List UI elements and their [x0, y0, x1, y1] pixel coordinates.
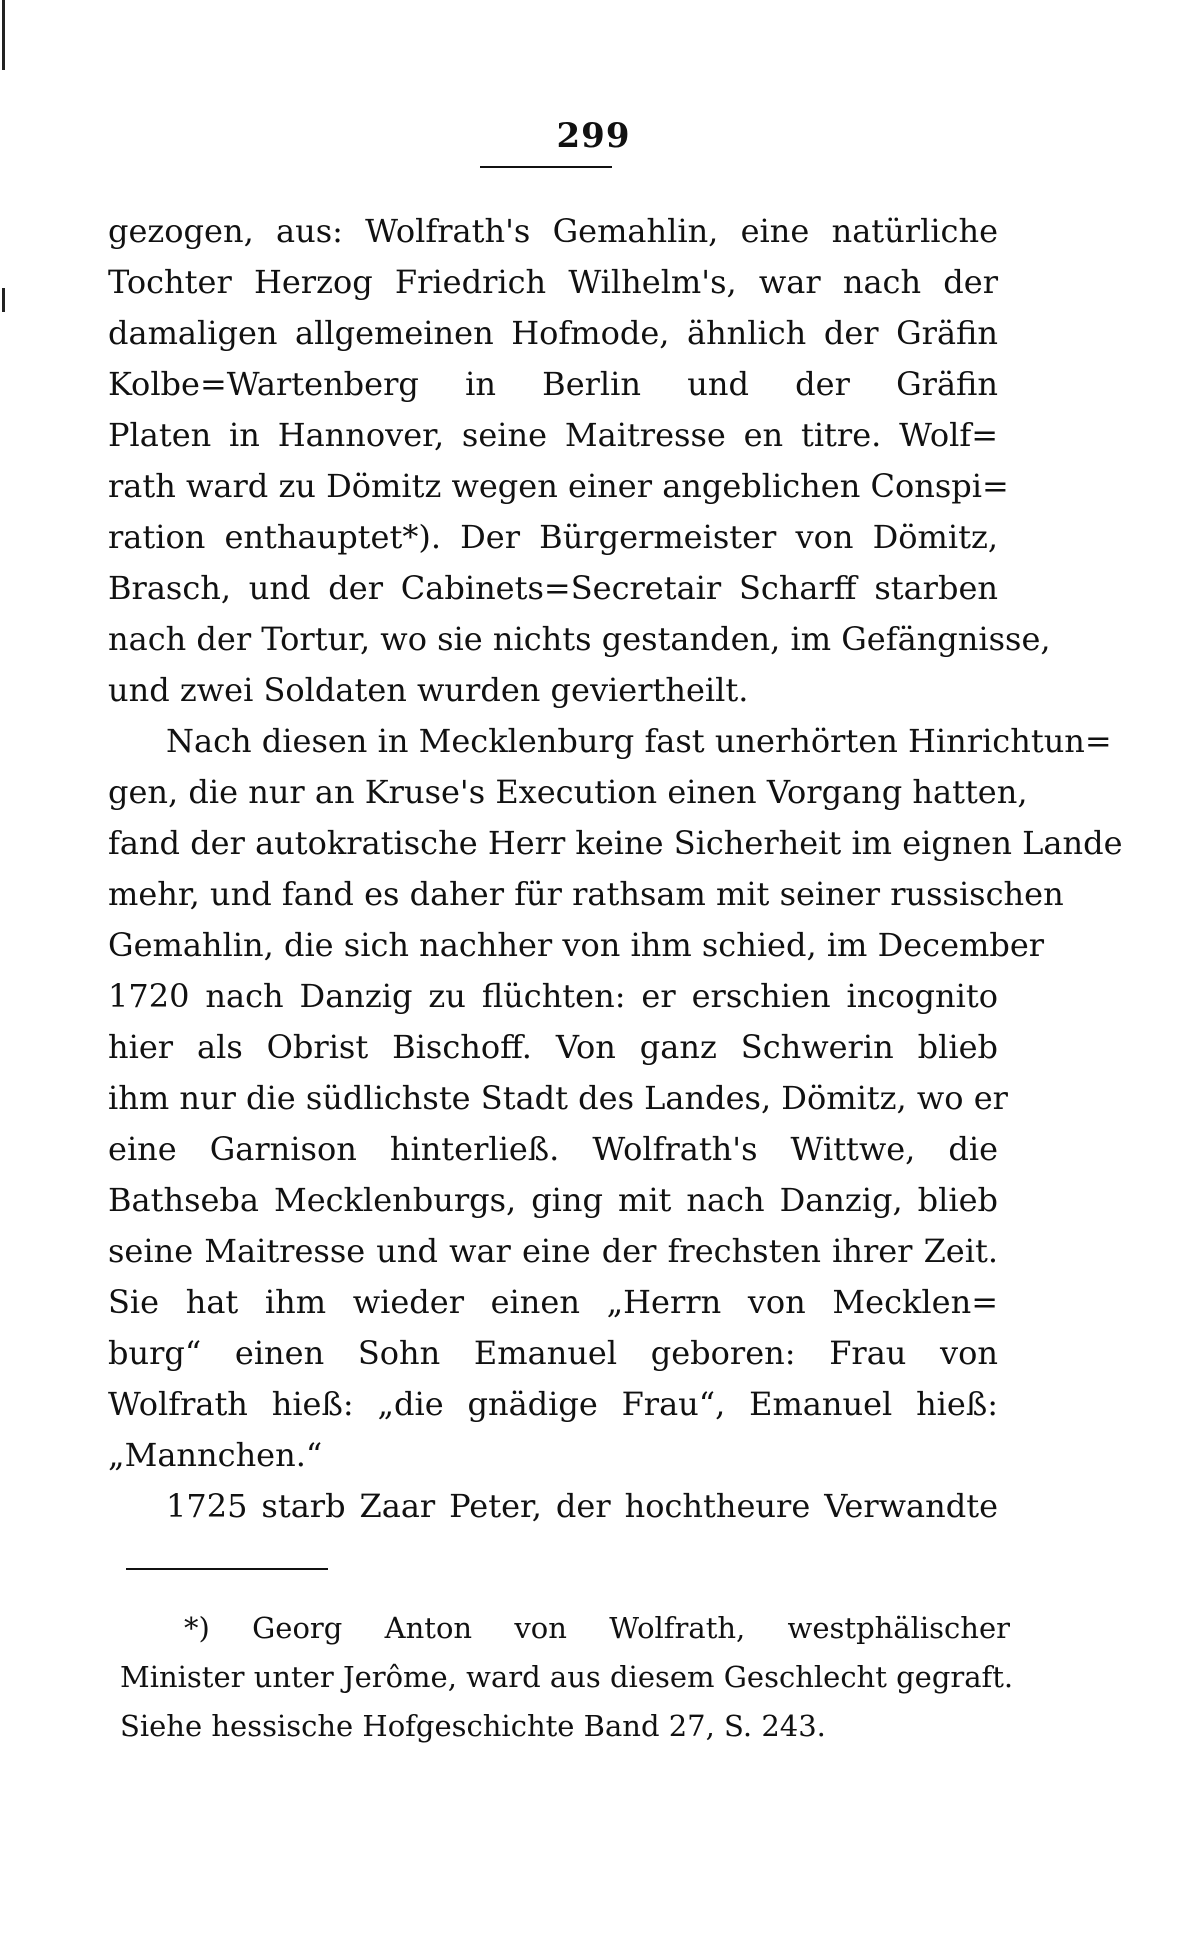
- body-text: [108, 206, 1123, 1532]
- body-line: und zwei Soldaten wurden geviertheilt.: [108, 671, 749, 709]
- scan-edge-mark-top: [2, 0, 5, 70]
- body-line: Tochter Herzog Friedrich Wilhelm's, war nach der: [108, 263, 998, 301]
- body-line: Bathseba Mecklenburgs, ging mit nach Danzig, blieb: [108, 1181, 998, 1219]
- body-line: gezogen, aus: Wolfrath's Gemahlin, eine natürliche: [108, 212, 998, 250]
- footnote-line: Siehe hessische Hofgeschichte Band 27, S. 243.: [120, 1709, 826, 1743]
- body-line: Gemahlin, die sich nachher von ihm schied, im December: [108, 926, 1045, 964]
- body-line: eine Garnison hinterließ. Wolfrath's Wittwe, die: [108, 1130, 998, 1168]
- body-line: rath ward zu Dömitz wegen einer angeblichen Conspi=: [108, 467, 1009, 505]
- body-line: 1720 nach Danzig zu flüchten: er erschien incognito: [108, 977, 998, 1015]
- body-line: Kolbe=Wartenberg in Berlin und der Gräfin: [108, 365, 998, 403]
- body-line: seine Maitresse und war eine der frechsten ihrer Zeit.: [108, 1232, 998, 1270]
- footnote-rule: [126, 1568, 328, 1570]
- body-line: fand der autokratische Herr keine Sicherheit im eignen Lande: [108, 824, 1123, 862]
- footnote: [120, 1604, 1014, 1751]
- body-line: Brasch, und der Cabinets=Secretair Scharff starben: [108, 569, 998, 607]
- body-line: ihm nur die südlichste Stadt des Landes, Dömitz, wo er: [108, 1079, 1008, 1117]
- body-line: „Mannchen.“: [108, 1436, 323, 1474]
- body-line: Sie hat ihm wieder einen „Herrn von Mecklen=: [108, 1283, 998, 1321]
- body-line: 1725 starb Zaar Peter, der hochtheure Verwandte: [166, 1487, 998, 1525]
- body-line: mehr, und fand es daher für rathsam mit seiner russischen: [108, 875, 1064, 913]
- body-line: nach der Tortur, wo sie nichts gestanden, im Gefängnisse,: [108, 620, 1051, 658]
- body-line: hier als Obrist Bischoff. Von ganz Schwerin blieb: [108, 1028, 998, 1066]
- page-number-rule: [480, 166, 612, 168]
- body-line: Nach diesen in Mecklenburg fast unerhörten Hinrichtun=: [166, 722, 1112, 760]
- body-line: damaligen allgemeinen Hofmode, ähnlich der Gräfin: [108, 314, 998, 352]
- scan-edge-mark-left: [2, 288, 5, 312]
- body-line: burg“ einen Sohn Emanuel geboren: Frau von: [108, 1334, 998, 1372]
- page-number: 299: [556, 116, 631, 156]
- body-line: Wolfrath hieß: „die gnädige Frau“, Emanuel hieß:: [108, 1385, 998, 1423]
- body-line: ration enthauptet*). Der Bürgermeister von Dömitz,: [108, 518, 998, 556]
- body-line: gen, die nur an Kruse's Execution einen Vorgang hatten,: [108, 773, 1028, 811]
- footnote-line: Minister unter Jerôme, ward aus diesem Geschlecht gegraft.: [120, 1660, 1014, 1694]
- body-line: Platen in Hannover, seine Maitresse en titre. Wolf=: [108, 416, 998, 454]
- footnote-line: *) Georg Anton von Wolfrath, westphälischer: [184, 1611, 1010, 1645]
